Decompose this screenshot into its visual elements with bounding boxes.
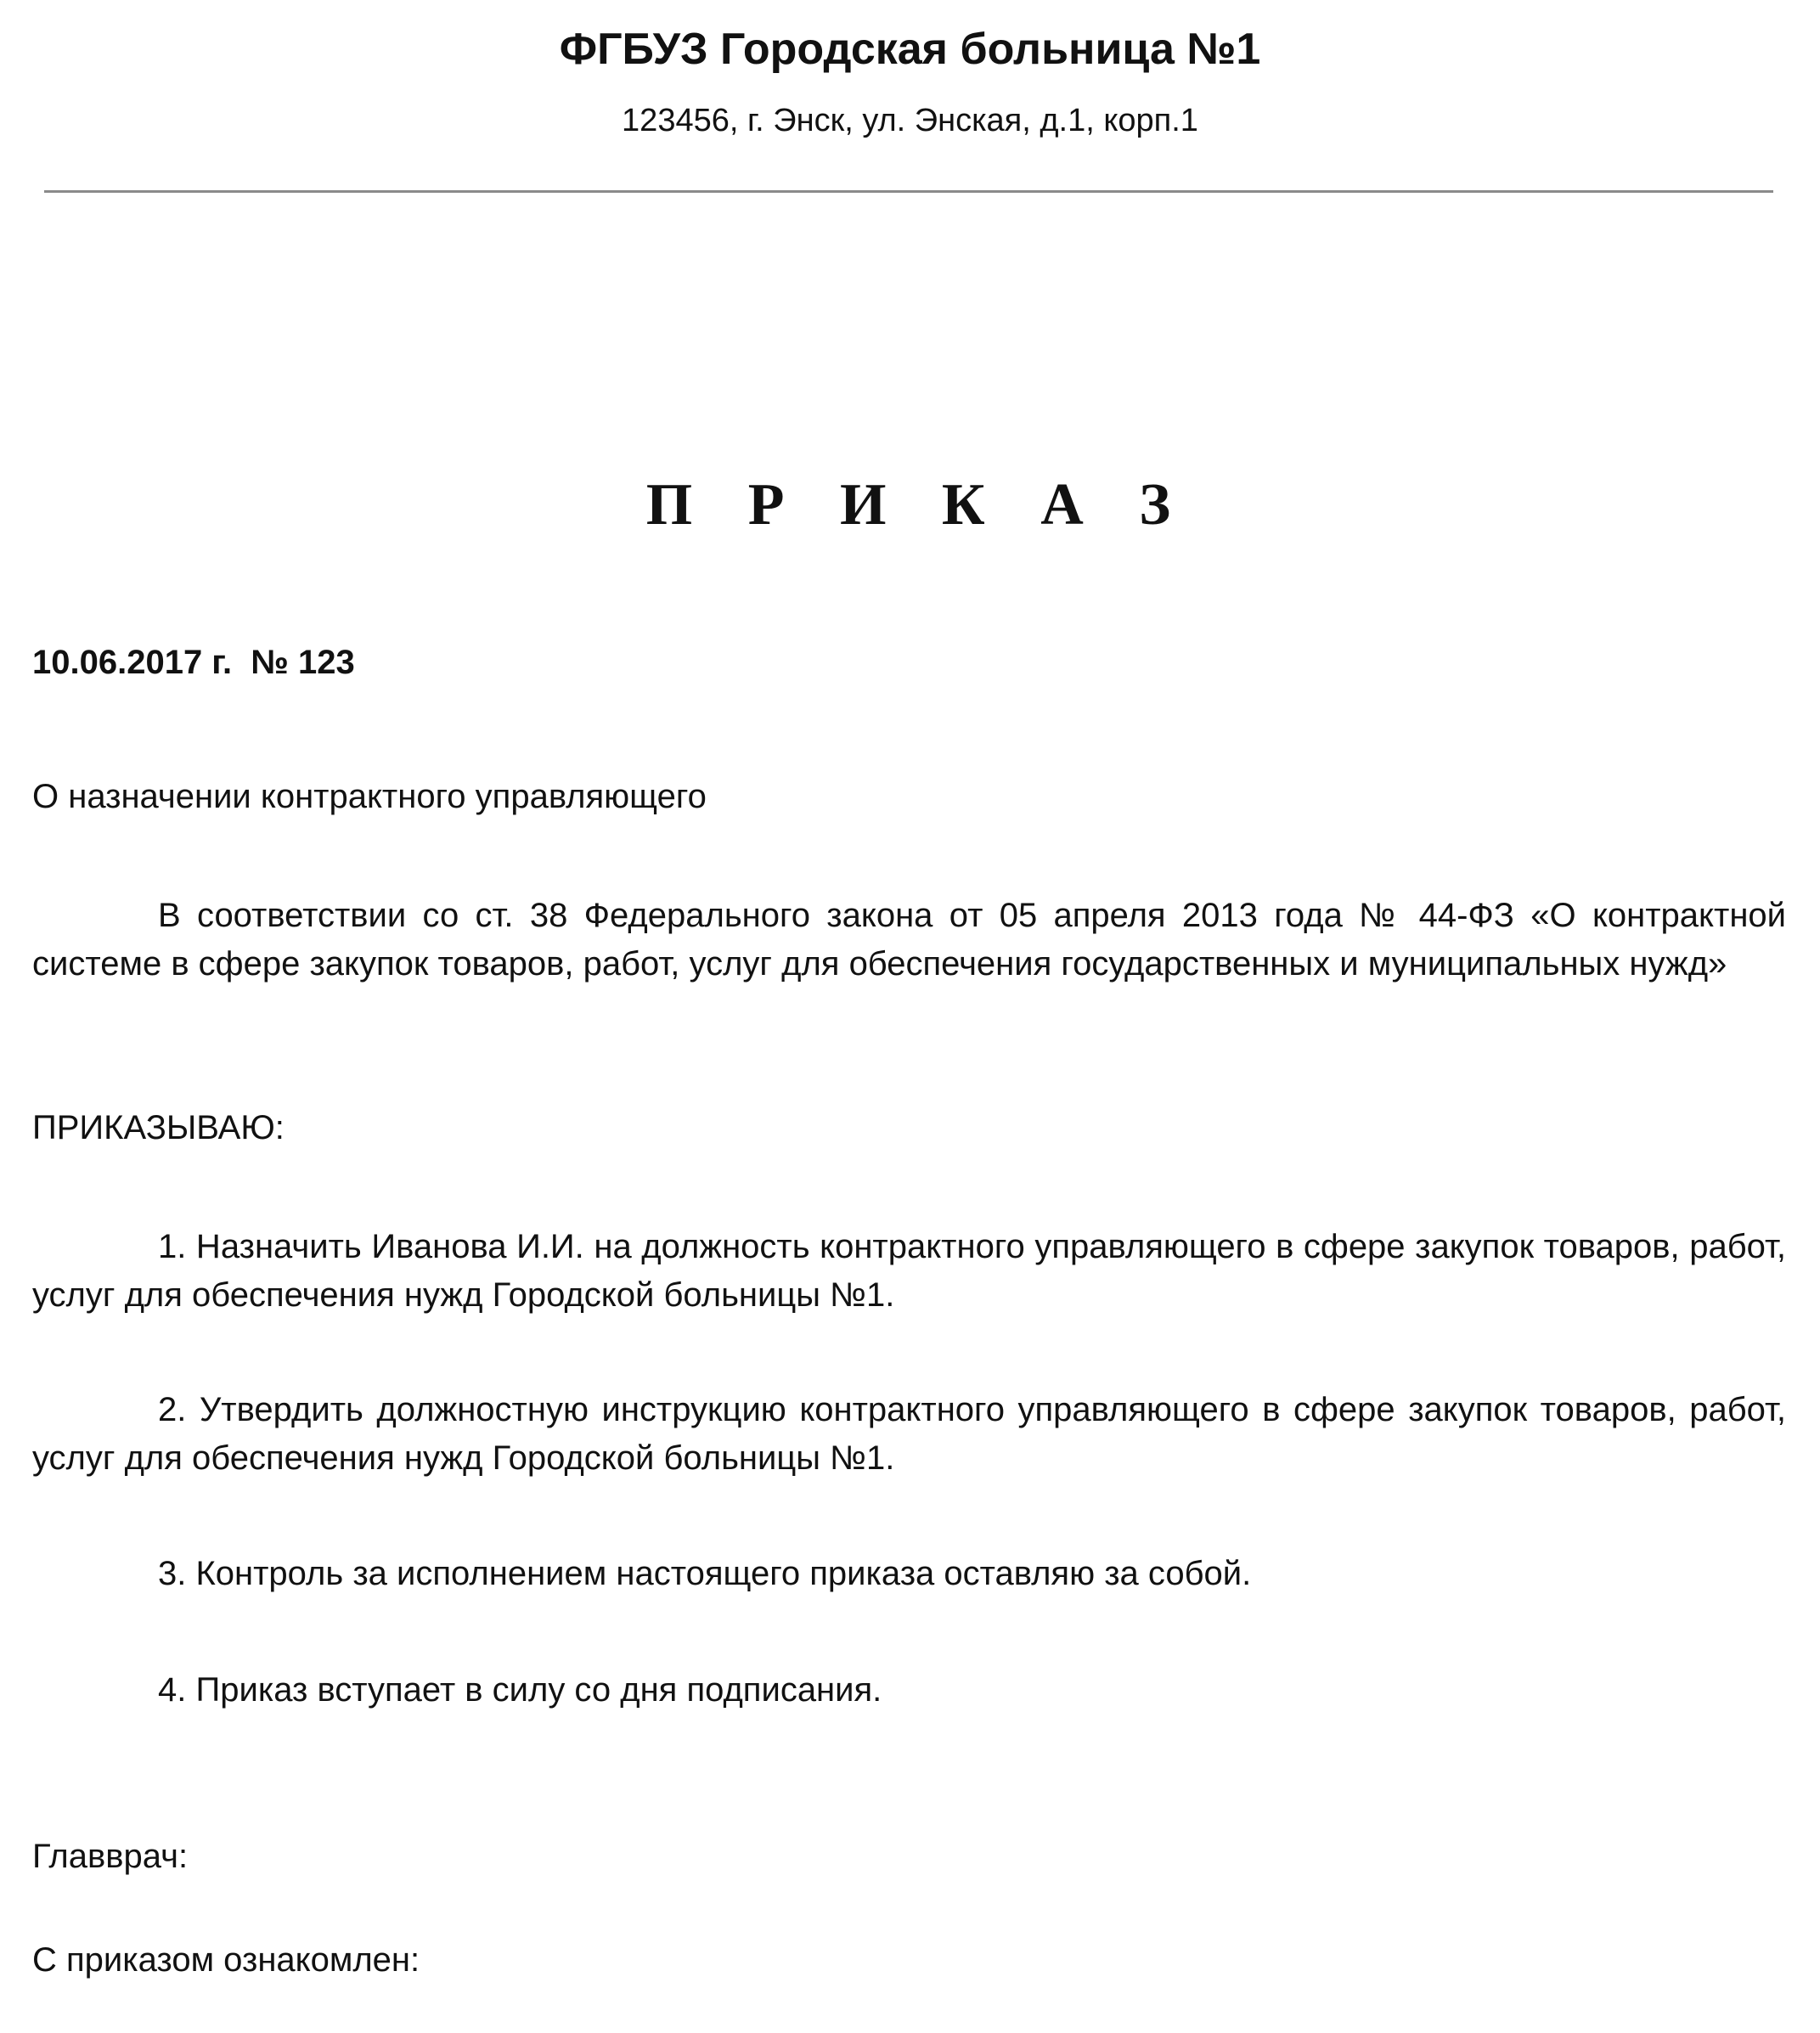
- signer-label: Главврач:: [32, 1838, 189, 1875]
- document-type-title: П Р И К А З: [645, 472, 1192, 538]
- acknowledged-label: С приказом ознакомлен:: [32, 1941, 420, 1979]
- document-date-number: 10.06.2017 г. № 123: [32, 644, 355, 681]
- order-item: 3. Контроль за исполнением настоящего приказа оставляю за собой.: [158, 1555, 1252, 1592]
- organization-address: 123456, г. Энск, ул. Энская, д.1, корп.1: [622, 103, 1198, 138]
- order-item: 2. Утвердить должностную инструкцию контрактного управляющего в сфере закупок товаров, работ, услуг для обеспечения нужд Городской больницы №1.: [32, 1391, 1786, 1477]
- order-item: 1. Назначить Иванова И.И. на должность контрактного управляющего в сфере закупок товаров, работ, услуг для обеспечения нужд Городской больницы №1.: [32, 1228, 1786, 1314]
- organization-name: ФГБУЗ Городская больница №1: [559, 25, 1261, 74]
- document-subject: О назначении контрактного управляющего: [32, 778, 707, 815]
- header-divider: [44, 190, 1773, 193]
- order-item: 4. Приказ вступает в силу со дня подписания.: [158, 1671, 882, 1709]
- order-keyword: ПРИКАЗЫВАЮ:: [32, 1109, 285, 1146]
- document-preamble: В соответствии со ст. 38 Федерального закона от 05 апреля 2013 года № 44-ФЗ «О контрактной системе в сфере закупок товаров, работ, услуг для обеспечения государственных и муниципальных нужд»: [32, 897, 1786, 983]
